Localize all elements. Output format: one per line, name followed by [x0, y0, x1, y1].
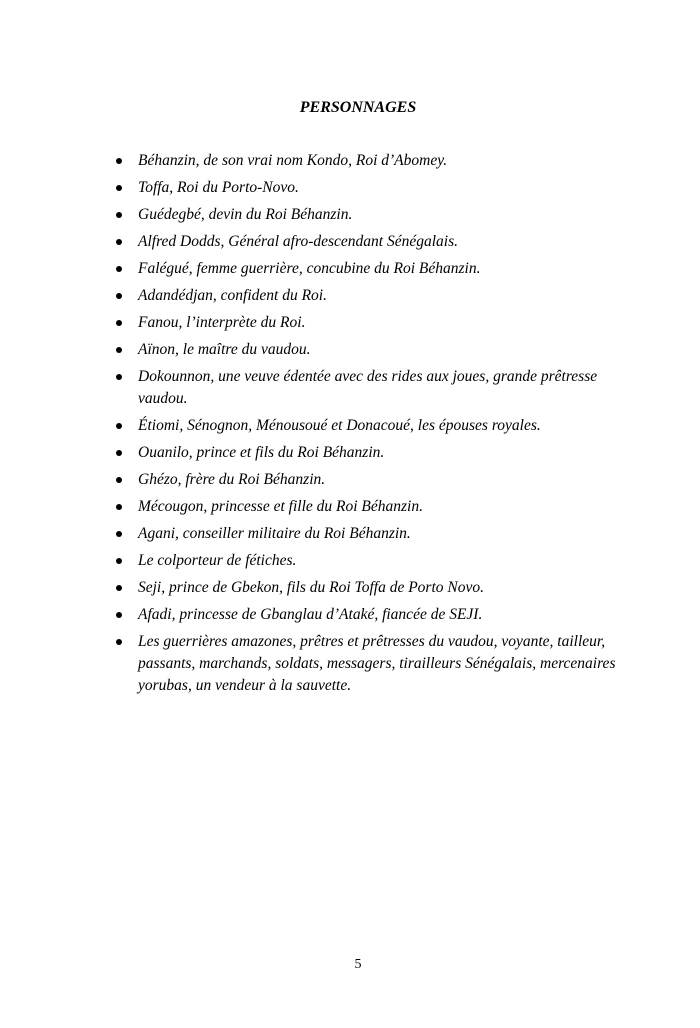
page-title: PERSONNAGES — [299, 99, 417, 116]
list-item-text: Le colporteur de fétiches. — [138, 552, 297, 569]
list-item-text: Afadi, princesse de Gbanglau d’Ataké, fiancée de SEJI. — [138, 606, 483, 623]
list-item-text: Ouanilo, prince et fils du Roi Béhanzin. — [138, 444, 385, 461]
page-number: 5 — [354, 957, 362, 972]
list-item — [114, 604, 634, 626]
bullet-icon — [116, 293, 122, 299]
bullet-icon — [116, 158, 122, 164]
list-item-text: Les guerrières amazones, prêtres et prêtresses du vaudou, voyante, tailleur, passants, marchands, soldats, messagers, tirailleurs Sénégalais, mercenaires yorubas, un vendeur à la sauvette. — [138, 633, 616, 694]
list-item-text: Agani, conseiller militaire du Roi Béhanzin. — [138, 525, 411, 542]
list-item — [114, 442, 634, 464]
list-item — [114, 496, 634, 518]
list-item — [114, 339, 634, 361]
bullet-icon — [116, 212, 122, 218]
list-item-text: Guédegbé, devin du Roi Béhanzin. — [138, 206, 353, 223]
character-list — [114, 150, 634, 702]
list-item-text: Fanou, l’interprète du Roi. — [138, 314, 306, 331]
list-item-text: Falégué, femme guerrière, concubine du Roi Béhanzin. — [138, 260, 481, 277]
list-item — [114, 231, 634, 253]
list-item — [114, 204, 634, 226]
bullet-icon — [116, 266, 122, 272]
bullet-icon — [116, 347, 122, 353]
list-item — [114, 177, 634, 199]
list-item-text: Dokounnon, une veuve édentée avec des rides aux joues, grande prêtresse vaudou. — [138, 368, 598, 407]
list-item-text: Aïnon, le maître du vaudou. — [138, 341, 311, 358]
list-item — [114, 550, 634, 572]
list-item — [114, 258, 634, 280]
list-item-text: Alfred Dodds, Général afro-descendant Sénégalais. — [138, 233, 458, 250]
list-item — [114, 366, 634, 410]
bullet-icon — [116, 531, 122, 537]
list-item — [114, 577, 634, 599]
list-item-text: Adandédjan, confident du Roi. — [138, 287, 327, 304]
bullet-icon — [116, 504, 122, 510]
list-item — [114, 150, 634, 172]
list-item — [114, 523, 634, 545]
bullet-icon — [116, 558, 122, 564]
list-item — [114, 631, 634, 697]
list-item — [114, 312, 634, 334]
list-item — [114, 285, 634, 307]
bullet-icon — [116, 612, 122, 618]
list-item — [114, 415, 634, 437]
list-item-text: Mécougon, princesse et fille du Roi Béhanzin. — [138, 498, 423, 515]
bullet-icon — [116, 320, 122, 326]
list-item-text: Béhanzin, de son vrai nom Kondo, Roi d’Abomey. — [138, 152, 448, 169]
bullet-icon — [116, 639, 122, 645]
bullet-icon — [116, 239, 122, 245]
bullet-icon — [116, 185, 122, 191]
list-item-text: Ghézo, frère du Roi Béhanzin. — [138, 471, 326, 488]
bullet-icon — [116, 477, 122, 483]
bullet-icon — [116, 374, 122, 380]
bullet-icon — [116, 423, 122, 429]
bullet-icon — [116, 585, 122, 591]
list-item-text: Toffa, Roi du Porto-Novo. — [138, 179, 299, 196]
list-item-text: Seji, prince de Gbekon, fils du Roi Toffa de Porto Novo. — [138, 579, 484, 596]
bullet-icon — [116, 450, 122, 456]
list-item — [114, 469, 634, 491]
list-item-text: Étiomi, Sénognon, Ménousoué et Donacoué, les épouses royales. — [138, 417, 541, 434]
